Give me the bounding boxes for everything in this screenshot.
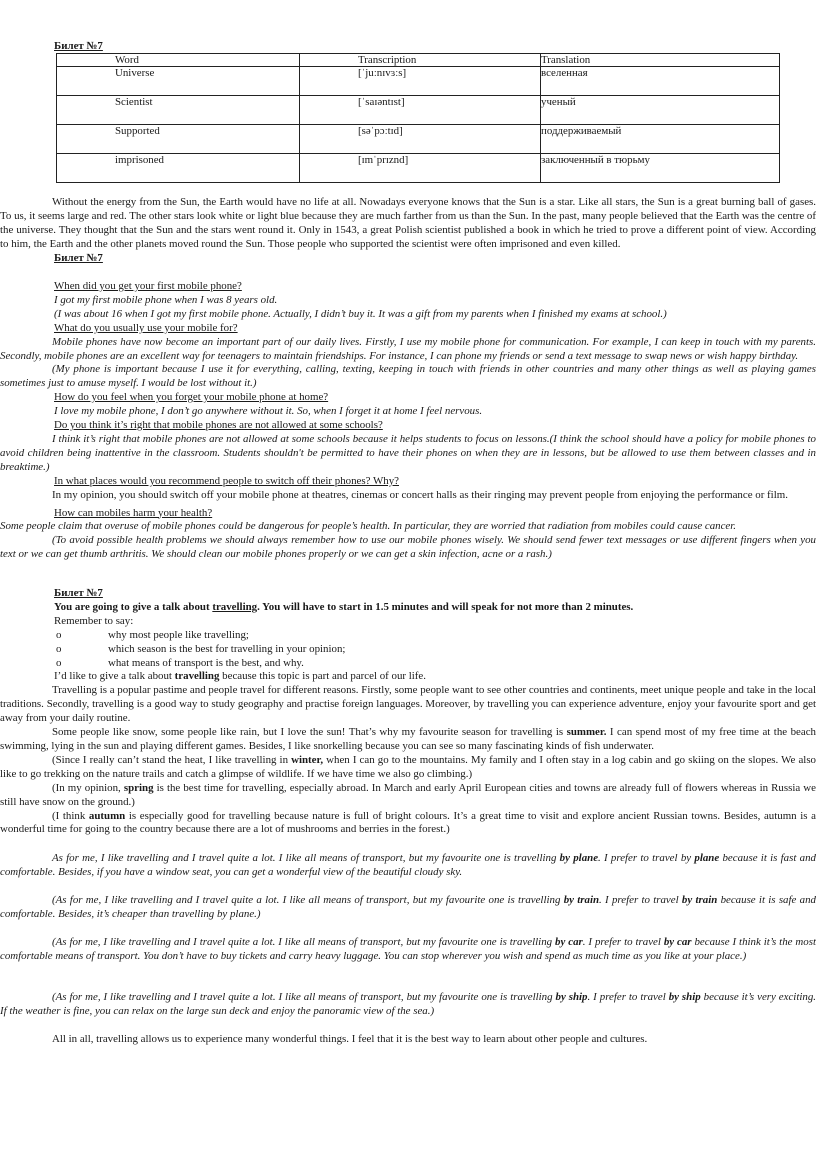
talk-paragraph-autumn: (I think autumn is especially good for travelling because nature is full of bright colours. It’s a great time to visit and explore ancient Russian towns. Besides, autumn is a wonderful time for going to the country because there are a lot of mushrooms and berries in the forest.) <box>0 809 816 836</box>
cell-translation: ученый <box>541 96 780 125</box>
remember-label: Remember to say: <box>54 614 134 627</box>
talk-paragraph-winter: (Since I really can’t stand the heat, I like travelling in winter, when I can go to the mountains. My family and I often stay in a log cabin and go skiing on the slopes. We also like to go trekking on the nature trails and catch a glimpse of wildlife. If we have time we also go climbing.) <box>0 753 816 780</box>
talk-conclusion: All in all, travelling allows us to experience many wonderful things. I feel that it is the best way to learn about other people and cultures. <box>52 1033 648 1045</box>
ticket-heading: Билет №7 <box>54 40 103 52</box>
cell-word: Supported <box>57 125 300 154</box>
transport-car: (As for me, I like travelling and I travel quite a lot. I like all means of transport, but my favourite one is travelling by car. I prefer to travel by car because I think it’s the most comfortable means of transport. You don’t have to buy tickets and carry heavy luggage. You can stop wherever you wish and spend as much time as you like at your place.) <box>0 936 816 962</box>
vocabulary-table <box>56 53 780 183</box>
talk-paragraph-reasons: Travelling is a popular pastime and people travel for different reasons. Firstly, some people want to see other countries and continents, meet unique people and take in the local traditions. Secondly, travelling is a good way to study geography and practise foreign languages. Moreover, by travelling you can experience adventure, enjoy your favourite sport and get away from your daily routine. <box>0 684 816 725</box>
reading-section <box>0 196 816 266</box>
talk-task: You are going to give a talk about travelling. You will have to start in 1.5 minutes and will speak for not more than 2 minutes. <box>54 600 634 613</box>
dialogue-heading: Билет №7 <box>54 251 103 264</box>
answer-1b: (I was about 16 when I got my first mobile phone. Actually, I didn’t buy it. It was a gift from my parents when I finished my exams at school.) <box>54 307 667 320</box>
question-4: Do you think it’s right that mobile phones are not allowed at some schools? <box>54 419 383 432</box>
transport-train: (As for me, I like travelling and I travel quite a lot. I like all means of transport, but my favourite one is travelling by train. I prefer to travel by train because it is safe and comfortable. Besides, it’s cheaper than travelling by plane.) <box>0 894 816 920</box>
cell-transcription: [səˈpɔːtɪd] <box>300 125 541 154</box>
talk-paragraph-spring: (In my opinion, spring is the best time for travelling, especially abroad. In March and early April European cities and towns are already full of flowers whereas in Russia we still have snow on the ground.) <box>0 781 816 808</box>
answer-2a: Mobile phones have now become an important part of our daily lives. Firstly, I use my mobile phone for communication. For example, I can keep in touch with my parents. Secondly, mobile phones are an excellent way for teenagers to maintain friendships. For instance, I can phone my friends or send a text message to swap news or wish happy birthday. <box>0 335 816 362</box>
answer-6b: (To avoid possible health problems we should always remember how to use our mobile phones wisely. We should send fewer text messages or use different fingers when you text or we can get thumb arthritis. We should clean our mobile phones properly or we can get a skin infection, acne or a rash.) <box>0 534 816 561</box>
table-row <box>57 96 780 125</box>
table-row <box>57 67 780 96</box>
cell-translation: поддерживаемый <box>541 125 780 154</box>
bullet-icon: o <box>56 628 62 641</box>
answer-2b: (My phone is important because I use it for everything, calling, texting, keeping in touch with friends in other countries and many other things as well as playing games sometimes just to amuse myself. I would be lost without it.) <box>0 363 816 390</box>
cell-word: imprisoned <box>57 154 300 183</box>
question-1: When did you get your first mobile phone? <box>54 280 242 292</box>
bullet-icon: o <box>56 656 62 669</box>
cell-word: Scientist <box>57 96 300 125</box>
list-item: o which season is the best for travelling in your opinion; <box>56 642 346 655</box>
question-3: How do you feel when you forget your mobile phone at home? <box>54 391 329 404</box>
answer-3: I love my mobile phone, I don’t go anywhere without it. So, when I forget it at home I feel nervous. <box>54 405 483 418</box>
transport-plane: As for me, I like travelling and I travel quite a lot. I like all means of transport, but my favourite one is travelling by plane. I prefer to travel by plane because it is fast and comfortable. Besides, if you have a window seat, you can get a wonderful view of the beautiful cloudy sky. <box>0 852 816 878</box>
talk-heading: Билет №7 <box>54 587 103 599</box>
answer-4: I think it’s right that mobile phones are not allowed at some schools because it helps students to focus on lessons.(I think the school should have a policy for mobile phones to avoid children being inattentive in the classroom. Students shouldn't be permitted to have their phones on when they are in lessons, but be allowed to use them between classes and in breaktime.) <box>0 432 816 473</box>
answer-6a: Some people claim that overuse of mobile phones could be dangerous for people’s health. In particular, they are worried that radiation from mobiles could cause cancer. <box>0 520 737 533</box>
cell-transcription: [ˈsaɪəntɪst] <box>300 96 541 125</box>
talk-section <box>0 587 816 837</box>
transport-ship: (As for me, I like travelling and I travel quite a lot. I like all means of transport, but my favourite one is travelling by ship. I prefer to travel by ship because it’s very exciting. If the weather is fine, you can relax on the large sun deck and enjoy the panoramic view of the sea.) <box>0 991 816 1017</box>
bullet-icon: o <box>56 642 62 655</box>
answer-5: In my opinion, you should switch off your mobile phone at theatres, cinemas or concert halls as their ringing may prevent people from enjoying the performance or film. <box>52 488 788 501</box>
cell-translation: вселенная <box>541 67 780 96</box>
table-header-row <box>57 54 780 67</box>
header-transcription: Transcription <box>300 54 541 67</box>
table-row <box>57 154 780 183</box>
dialogue-section <box>0 280 816 562</box>
reading-paragraph: Without the energy from the Sun, the Earth would have no life at all. Nowadays everyone knows that the Sun is a star. Like all stars, the Sun is a great burning ball of gases. To us, it seems large and red. The other stars look white or light blue because they are much farther from us than the Sun. In the past, many people believed that the Earth was the centre of the universe. They thought that the Sun and the stars went round it. Only in 1543, a great Polish scientist published a book in which he tried to prove a different point of view. According to him, the Earth and the other planets moved round the Sun. Those people who supported the scientist were often imprisoned and even killed. <box>0 196 816 250</box>
talk-intro: I’d like to give a talk about travelling because this topic is part and parcel of our life. <box>54 670 426 683</box>
list-item: o why most people like travelling; <box>56 628 249 641</box>
list-item: o what means of transport is the best, and why. <box>56 656 304 669</box>
header-translation: Translation <box>541 54 780 67</box>
question-6: How can mobiles harm your health? <box>54 506 213 519</box>
question-5: In what places would you recommend people to switch off their phones? Why? <box>54 474 399 487</box>
cell-transcription: [ˈjuːnɪvɜːs] <box>300 67 541 96</box>
talk-paragraph-summer: Some people like snow, some people like rain, but I love the sun! That’s why my favourite season for travelling is summer. I can spend most of my free time at the beach swimming, lying in the sun and playing different games. Besides, I like snorkelling because you can see so many fascinating kinds of fish underwater. <box>0 726 816 752</box>
question-2: What do you usually use your mobile for? <box>54 321 238 334</box>
table-row <box>57 125 780 154</box>
header-word: Word <box>57 54 300 67</box>
cell-word: Universe <box>57 67 300 96</box>
cell-transcription: [ɪmˈprɪznd] <box>300 154 541 183</box>
answer-1a: I got my first mobile phone when I was 8 years old. <box>54 293 278 306</box>
cell-translation: заключенный в тюрьму <box>541 154 780 183</box>
